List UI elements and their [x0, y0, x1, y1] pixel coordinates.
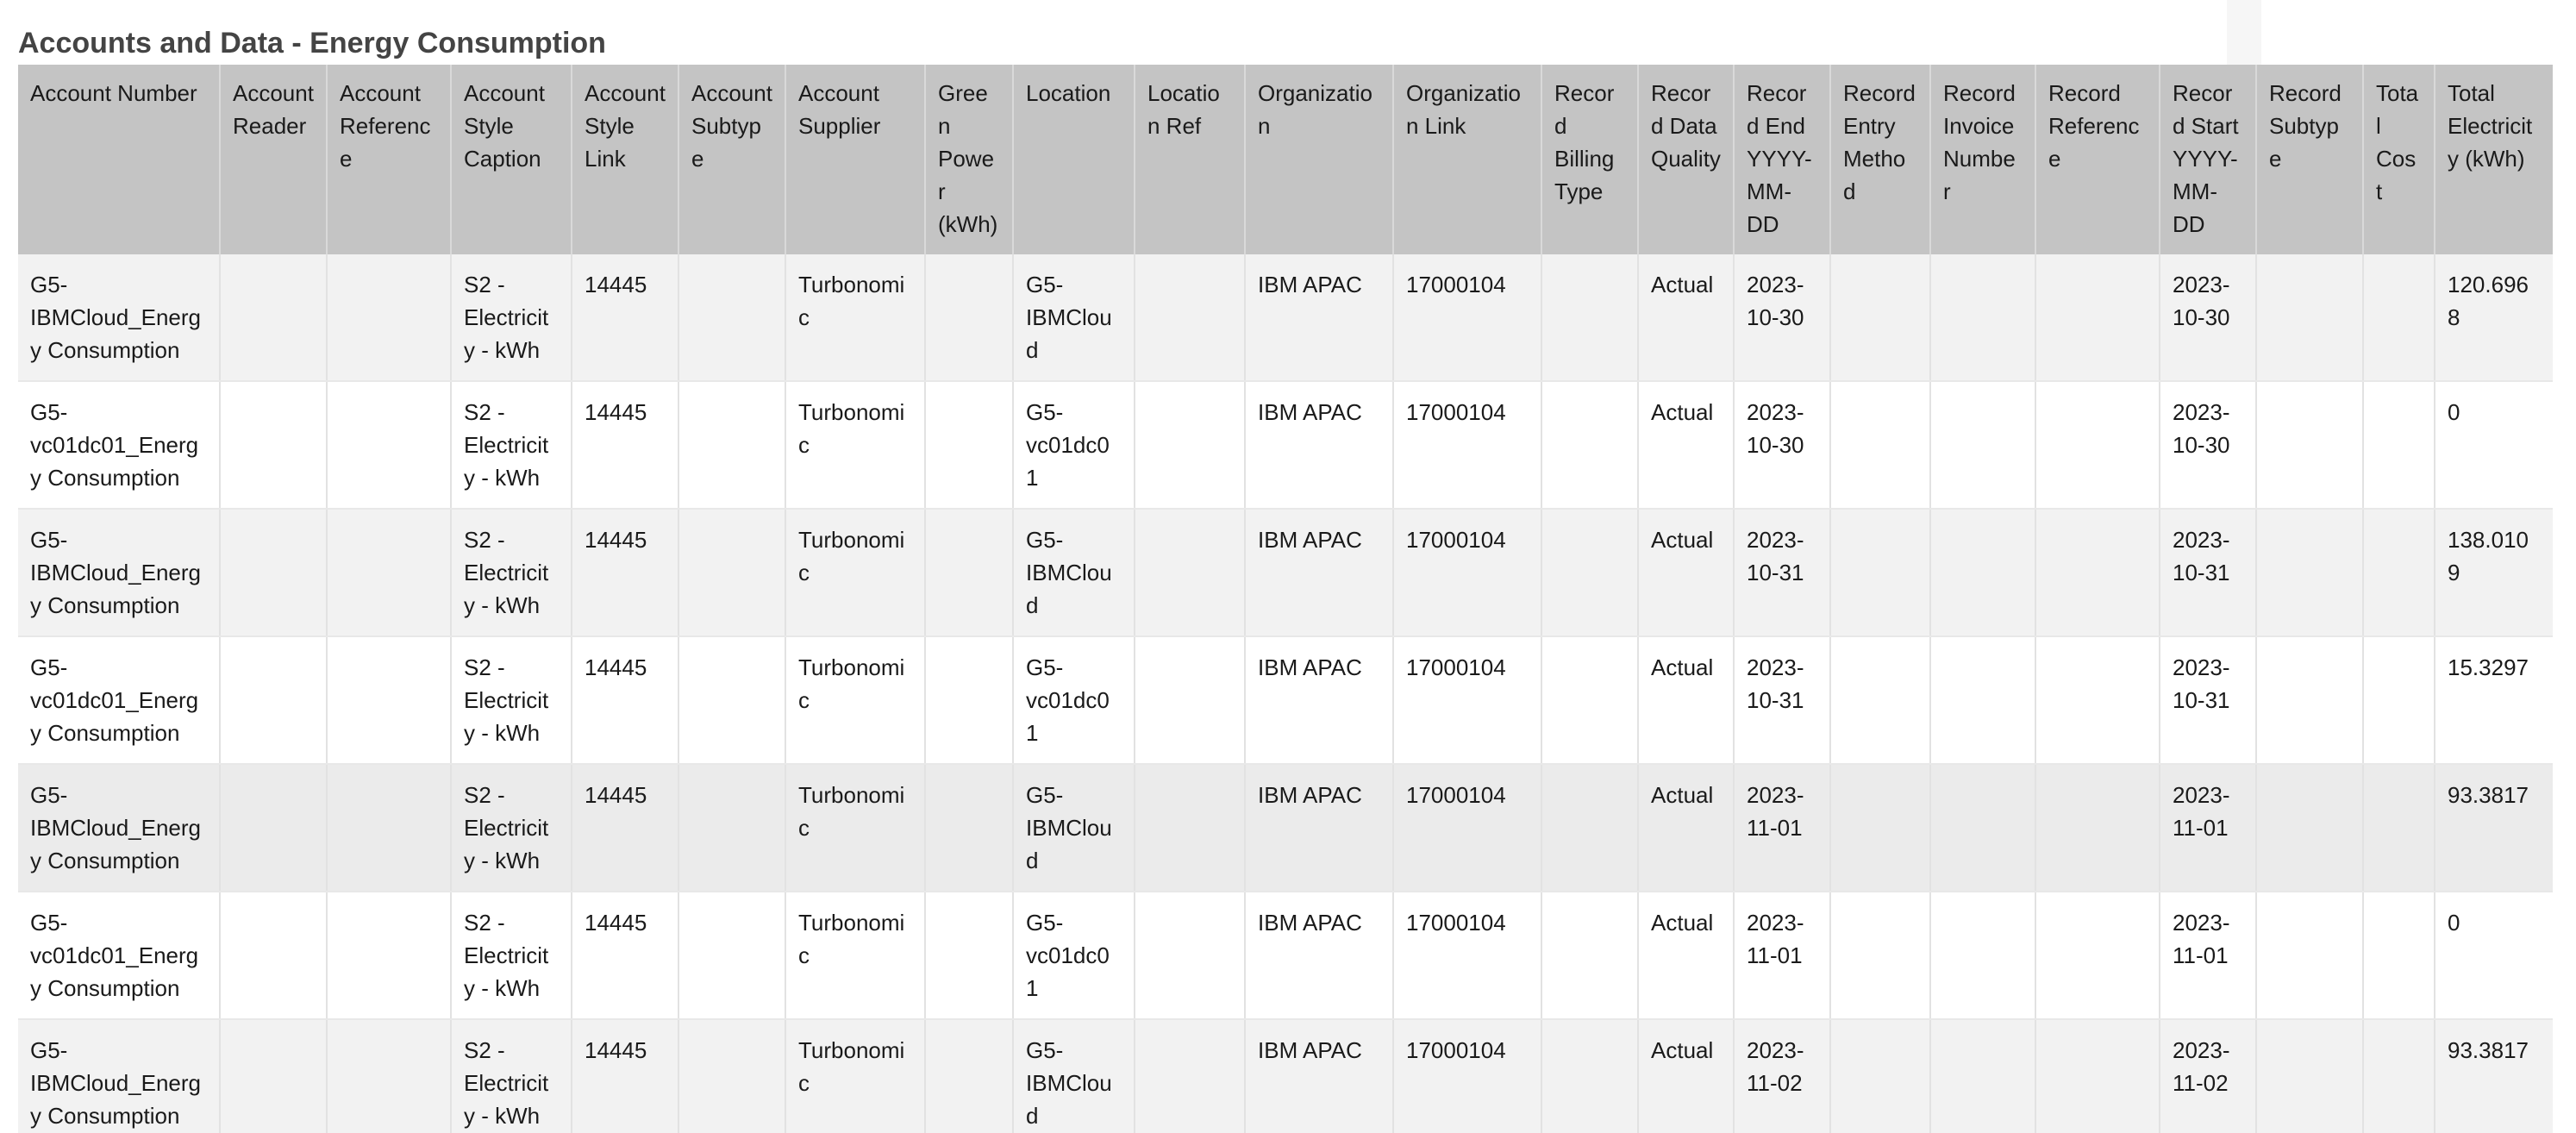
- cell-location-ref: [1135, 1019, 1245, 1133]
- cell-account-style-link: 14445: [572, 764, 678, 892]
- cell-record-entry-method: [1830, 254, 1930, 381]
- cell-record-entry-method: [1830, 1019, 1930, 1133]
- cell-account-subtype: [678, 892, 785, 1019]
- cell-record-data-quality: Actual: [1638, 636, 1734, 764]
- cell-record-billing-type: [1541, 892, 1638, 1019]
- cell-location: G5-IBMCloud: [1013, 764, 1135, 892]
- cell-location: G5-vc01dc01: [1013, 636, 1135, 764]
- cell-record-subtype: [2256, 764, 2363, 892]
- cell-record-start-yyyy-mm-dd: 2023-11-01: [2160, 764, 2256, 892]
- cell-record-end-yyyy-mm-dd: 2023-10-31: [1734, 509, 1830, 636]
- cell-total-cost: [2363, 764, 2435, 892]
- column-header-account-style-caption[interactable]: Account Style Caption: [451, 65, 572, 254]
- cell-account-reader: [220, 764, 327, 892]
- cell-record-start-yyyy-mm-dd: 2023-10-31: [2160, 509, 2256, 636]
- cell-account-style-caption: S2 - Electricity - kWh: [451, 636, 572, 764]
- cell-location-ref: [1135, 892, 1245, 1019]
- cell-record-data-quality: Actual: [1638, 1019, 1734, 1133]
- table-row: [18, 254, 2553, 381]
- cell-green-power-kwh: [925, 892, 1013, 1019]
- cell-organization: IBM APAC: [1245, 764, 1393, 892]
- cell-record-invoice-number: [1930, 892, 2035, 1019]
- cell-organization: IBM APAC: [1245, 1019, 1393, 1133]
- cell-record-start-yyyy-mm-dd: 2023-10-30: [2160, 381, 2256, 509]
- cell-account-number: G5-IBMCloud_Energy Consumption: [18, 1019, 220, 1133]
- cell-account-reader: [220, 892, 327, 1019]
- cell-total-electricity-kwh: 120.6968: [2435, 254, 2553, 381]
- cell-organization: IBM APAC: [1245, 381, 1393, 509]
- cell-record-reference: [2035, 636, 2160, 764]
- page-title: Accounts and Data - Energy Consumption: [18, 27, 606, 59]
- cell-account-style-link: 14445: [572, 509, 678, 636]
- cell-record-invoice-number: [1930, 636, 2035, 764]
- cell-record-entry-method: [1830, 892, 1930, 1019]
- cell-account-supplier: Turbonomic: [785, 254, 925, 381]
- cell-account-reference: [327, 892, 451, 1019]
- cell-record-end-yyyy-mm-dd: 2023-11-01: [1734, 764, 1830, 892]
- table-row: [18, 1019, 2553, 1133]
- cell-record-end-yyyy-mm-dd: 2023-11-01: [1734, 892, 1830, 1019]
- cell-organization: IBM APAC: [1245, 254, 1393, 381]
- cell-record-subtype: [2256, 892, 2363, 1019]
- column-header-account-number[interactable]: Account Number: [18, 65, 220, 254]
- table-row: [18, 892, 2553, 1019]
- table-row: [18, 636, 2553, 764]
- cell-green-power-kwh: [925, 1019, 1013, 1133]
- cell-account-reader: [220, 381, 327, 509]
- cell-account-style-link: 14445: [572, 254, 678, 381]
- cell-location: G5-vc01dc01: [1013, 381, 1135, 509]
- cell-total-cost: [2363, 509, 2435, 636]
- cell-record-invoice-number: [1930, 381, 2035, 509]
- column-header-record-reference[interactable]: Record Reference: [2035, 65, 2160, 254]
- cell-organization-link: 17000104: [1393, 254, 1541, 381]
- cell-record-start-yyyy-mm-dd: 2023-10-30: [2160, 254, 2256, 381]
- cell-account-reader: [220, 636, 327, 764]
- cell-total-electricity-kwh: 15.3297: [2435, 636, 2553, 764]
- column-header-record-subtype[interactable]: Record Subtype: [2256, 65, 2363, 254]
- cell-record-reference: [2035, 892, 2160, 1019]
- cell-record-invoice-number: [1930, 1019, 2035, 1133]
- cell-total-electricity-kwh: 93.3817: [2435, 1019, 2553, 1133]
- cell-record-reference: [2035, 1019, 2160, 1133]
- cell-organization: IBM APAC: [1245, 509, 1393, 636]
- table-row: [18, 381, 2553, 509]
- cell-account-style-link: 14445: [572, 381, 678, 509]
- cell-account-supplier: Turbonomic: [785, 764, 925, 892]
- cell-record-billing-type: [1541, 764, 1638, 892]
- cell-record-invoice-number: [1930, 764, 2035, 892]
- cell-account-number: G5-IBMCloud_Energy Consumption: [18, 254, 220, 381]
- cell-location: G5-vc01dc01: [1013, 892, 1135, 1019]
- cell-record-end-yyyy-mm-dd: 2023-10-30: [1734, 381, 1830, 509]
- cell-account-reference: [327, 381, 451, 509]
- cell-total-cost: [2363, 1019, 2435, 1133]
- cell-record-invoice-number: [1930, 254, 2035, 381]
- column-header-account-reference[interactable]: Account Reference: [327, 65, 451, 254]
- column-header-organization[interactable]: Organization: [1245, 65, 1393, 254]
- cell-organization-link: 17000104: [1393, 892, 1541, 1019]
- column-header-account-style-link[interactable]: Account Style Link: [572, 65, 678, 254]
- cell-location-ref: [1135, 509, 1245, 636]
- cell-record-data-quality: Actual: [1638, 509, 1734, 636]
- cell-total-cost: [2363, 636, 2435, 764]
- cell-account-number: G5-vc01dc01_Energy Consumption: [18, 892, 220, 1019]
- table-row: [18, 764, 2553, 892]
- cell-account-number: G5-vc01dc01_Energy Consumption: [18, 381, 220, 509]
- cell-account-style-caption: S2 - Electricity - kWh: [451, 1019, 572, 1133]
- cell-record-billing-type: [1541, 381, 1638, 509]
- cell-location-ref: [1135, 381, 1245, 509]
- column-header-account-supplier[interactable]: Account Supplier: [785, 65, 925, 254]
- cell-total-cost: [2363, 381, 2435, 509]
- column-header-record-end-yyyy-mm-dd[interactable]: Record End YYYY-MM-DD: [1734, 65, 1830, 254]
- column-header-total-electricity-kwh[interactable]: Total Electricity (kWh): [2435, 65, 2553, 254]
- cell-account-reference: [327, 764, 451, 892]
- cell-account-subtype: [678, 636, 785, 764]
- column-header-record-invoice-number[interactable]: Record Invoice Number: [1930, 65, 2035, 254]
- cell-record-end-yyyy-mm-dd: 2023-10-31: [1734, 636, 1830, 764]
- column-header-record-billing-type[interactable]: Record Billing Type: [1541, 65, 1638, 254]
- cell-record-data-quality: Actual: [1638, 381, 1734, 509]
- cell-account-reference: [327, 636, 451, 764]
- cell-record-subtype: [2256, 254, 2363, 381]
- cell-organization: IBM APAC: [1245, 892, 1393, 1019]
- cell-total-cost: [2363, 254, 2435, 381]
- cell-account-style-link: 14445: [572, 636, 678, 764]
- cell-record-subtype: [2256, 509, 2363, 636]
- cell-record-entry-method: [1830, 381, 1930, 509]
- cell-record-data-quality: Actual: [1638, 764, 1734, 892]
- cell-total-electricity-kwh: 93.3817: [2435, 764, 2553, 892]
- cell-total-cost: [2363, 892, 2435, 1019]
- column-header-record-start-yyyy-mm-dd[interactable]: Record Start YYYY-MM-DD: [2160, 65, 2256, 254]
- cell-green-power-kwh: [925, 381, 1013, 509]
- cell-location: G5-IBMCloud: [1013, 509, 1135, 636]
- cell-account-style-caption: S2 - Electricity - kWh: [451, 381, 572, 509]
- cell-total-electricity-kwh: 138.0109: [2435, 509, 2553, 636]
- cell-account-supplier: Turbonomic: [785, 892, 925, 1019]
- cell-total-electricity-kwh: 0: [2435, 381, 2553, 509]
- column-header-account-subtype[interactable]: Account Subtype: [678, 65, 785, 254]
- cell-organization-link: 17000104: [1393, 1019, 1541, 1133]
- cell-account-subtype: [678, 509, 785, 636]
- cell-green-power-kwh: [925, 764, 1013, 892]
- cell-record-billing-type: [1541, 636, 1638, 764]
- cell-account-reference: [327, 1019, 451, 1133]
- cell-account-supplier: Turbonomic: [785, 636, 925, 764]
- column-header-location[interactable]: Location: [1013, 65, 1135, 254]
- cell-account-subtype: [678, 254, 785, 381]
- cell-record-reference: [2035, 254, 2160, 381]
- cell-account-subtype: [678, 381, 785, 509]
- cell-record-start-yyyy-mm-dd: 2023-11-01: [2160, 892, 2256, 1019]
- cell-organization-link: 17000104: [1393, 509, 1541, 636]
- table-body: [18, 254, 2553, 1133]
- cell-record-start-yyyy-mm-dd: 2023-11-02: [2160, 1019, 2256, 1133]
- cell-green-power-kwh: [925, 636, 1013, 764]
- cell-record-invoice-number: [1930, 509, 2035, 636]
- cell-record-subtype: [2256, 636, 2363, 764]
- column-header-record-data-quality[interactable]: Record Data Quality: [1638, 65, 1734, 254]
- column-header-location-ref[interactable]: Location Ref: [1135, 65, 1245, 254]
- column-header-total-cost[interactable]: Total Cost: [2363, 65, 2435, 254]
- column-header-account-reader[interactable]: Account Reader: [220, 65, 327, 254]
- cell-account-subtype: [678, 764, 785, 892]
- cell-organization-link: 17000104: [1393, 636, 1541, 764]
- cell-account-subtype: [678, 1019, 785, 1133]
- cell-account-reader: [220, 1019, 327, 1133]
- cell-account-number: G5-IBMCloud_Energy Consumption: [18, 509, 220, 636]
- cell-account-reader: [220, 254, 327, 381]
- cell-account-style-caption: S2 - Electricity - kWh: [451, 254, 572, 381]
- cell-location-ref: [1135, 636, 1245, 764]
- cell-record-reference: [2035, 381, 2160, 509]
- cell-organization-link: 17000104: [1393, 764, 1541, 892]
- column-header-green-power-kwh[interactable]: Green Power (kWh): [925, 65, 1013, 254]
- cell-account-style-caption: S2 - Electricity - kWh: [451, 764, 572, 892]
- cell-account-reader: [220, 509, 327, 636]
- cell-record-start-yyyy-mm-dd: 2023-10-31: [2160, 636, 2256, 764]
- cell-account-supplier: Turbonomic: [785, 381, 925, 509]
- cell-organization-link: 17000104: [1393, 381, 1541, 509]
- cell-record-end-yyyy-mm-dd: 2023-11-02: [1734, 1019, 1830, 1133]
- energy-consumption-table: [18, 65, 2553, 1133]
- column-header-record-entry-method[interactable]: Record Entry Method: [1830, 65, 1930, 254]
- cell-location: G5-IBMCloud: [1013, 1019, 1135, 1133]
- cell-account-style-link: 14445: [572, 892, 678, 1019]
- cell-account-number: G5-vc01dc01_Energy Consumption: [18, 636, 220, 764]
- cell-account-reference: [327, 254, 451, 381]
- cell-record-end-yyyy-mm-dd: 2023-10-30: [1734, 254, 1830, 381]
- cell-account-style-caption: S2 - Electricity - kWh: [451, 509, 572, 636]
- cell-record-data-quality: Actual: [1638, 892, 1734, 1019]
- cell-account-reference: [327, 509, 451, 636]
- cell-record-entry-method: [1830, 509, 1930, 636]
- cell-record-entry-method: [1830, 764, 1930, 892]
- cell-account-supplier: Turbonomic: [785, 1019, 925, 1133]
- cell-account-style-caption: S2 - Electricity - kWh: [451, 892, 572, 1019]
- cell-record-entry-method: [1830, 636, 1930, 764]
- cell-account-style-link: 14445: [572, 1019, 678, 1133]
- cell-location: G5-IBMCloud: [1013, 254, 1135, 381]
- cell-green-power-kwh: [925, 254, 1013, 381]
- cell-account-number: G5-IBMCloud_Energy Consumption: [18, 764, 220, 892]
- cell-record-reference: [2035, 509, 2160, 636]
- cell-record-subtype: [2256, 1019, 2363, 1133]
- data-table-container: [18, 65, 2553, 1133]
- table-header-row: [18, 65, 2553, 254]
- cell-record-subtype: [2256, 381, 2363, 509]
- cell-location-ref: [1135, 254, 1245, 381]
- cell-green-power-kwh: [925, 509, 1013, 636]
- cell-total-electricity-kwh: 0: [2435, 892, 2553, 1019]
- cell-record-billing-type: [1541, 509, 1638, 636]
- cell-organization: IBM APAC: [1245, 636, 1393, 764]
- table-row: [18, 509, 2553, 636]
- cell-account-supplier: Turbonomic: [785, 509, 925, 636]
- column-header-organization-link[interactable]: Organization Link: [1393, 65, 1541, 254]
- cell-record-data-quality: Actual: [1638, 254, 1734, 381]
- cell-record-billing-type: [1541, 254, 1638, 381]
- cell-location-ref: [1135, 764, 1245, 892]
- cell-record-reference: [2035, 764, 2160, 892]
- cell-record-billing-type: [1541, 1019, 1638, 1133]
